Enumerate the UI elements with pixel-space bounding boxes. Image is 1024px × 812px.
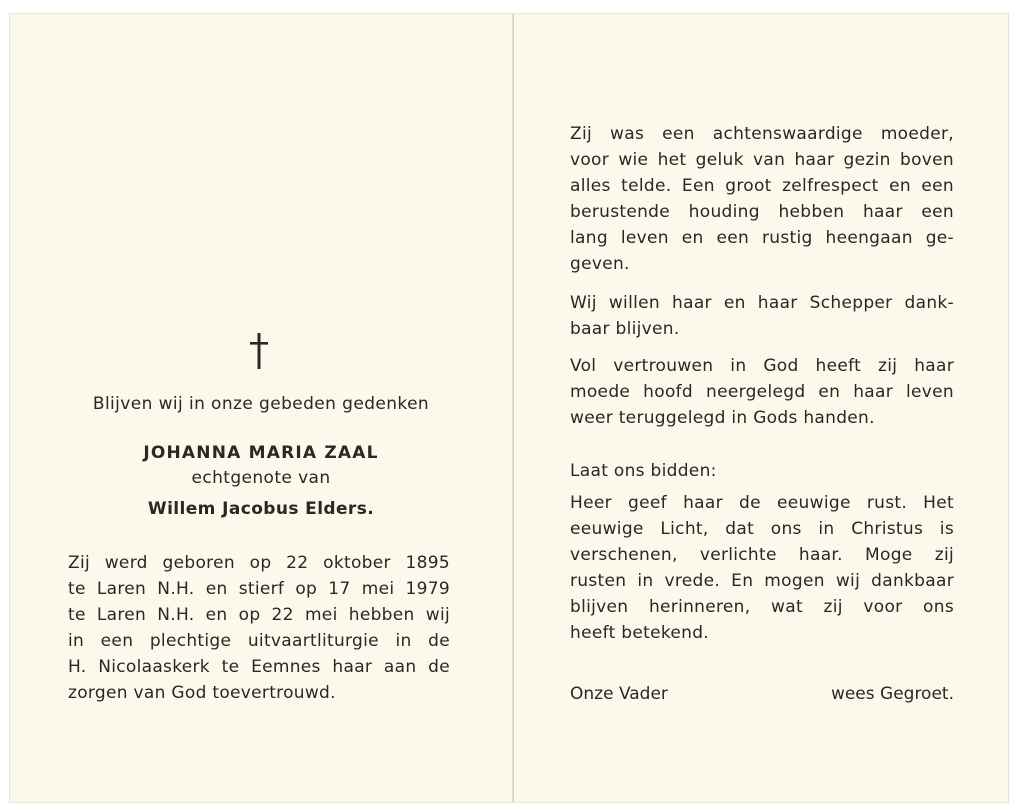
left-panel [10,14,512,802]
text-line: lang leven en een rustig heengaan ge- [570,228,954,248]
bio-line: zorgen van God toevertrouwd. [68,683,336,703]
text-line: berustende houding hebben haar een [570,202,954,222]
text-line: weer teruggelegd in Gods handen. [570,408,875,428]
prayer-text [570,490,954,646]
bio-line: in een plechtige uitvaartliturgie in de [68,631,450,651]
bio-line: Zij werd geboren op 22 oktober 1895 [68,553,450,573]
closing-left: Onze Vader [570,684,668,704]
text-line: geven. [570,254,630,274]
intro-line: Blijven wij in onze gebeden gedenken [92,394,430,414]
prayer-heading: Laat ons bidden: [570,461,717,481]
text-line: rusten in vrede. En mogen wij dankbaar [570,571,954,591]
biography [68,550,450,706]
closing-prayers [570,681,954,707]
text-line: Vol vertrouwen in God heeft zij haar [570,356,954,376]
text-line: baar blijven. [570,319,680,339]
deceased-name: JOHANNA MARIA ZAAL [143,443,379,463]
text-line: eeuwige Licht, dat ons in Christus is [570,519,954,539]
text-line: moede hoofd neergelegd en haar leven [570,382,954,402]
bio-line: te Laren N.H. en stierf op 17 mei 1979 [68,579,450,599]
cross-icon [245,331,273,371]
memorial-card [10,14,1008,802]
paragraph-trust [570,353,954,431]
relation-line: echtgenote van [191,468,331,488]
text-line: Heer geef haar de eeuwige rust. Het [570,493,954,513]
right-panel [514,14,1008,802]
bio-line: te Laren N.H. en op 22 mei hebben wij [68,605,450,625]
text-line: Zij was een achtenswaardige moeder, [570,124,954,144]
paragraph-gratitude [570,290,954,342]
text-line: heeft betekend. [570,623,709,643]
bio-line: H. Nicolaaskerk te Eemnes haar aan de [68,657,450,677]
text-line: voor wie het geluk van haar gezin boven [570,150,954,170]
text-line: Wij willen haar en haar Schepper dank- [570,293,954,313]
closing-right: wees Gegroet. [830,684,954,704]
text-line: alles telde. Een groot zelfrespect en een [570,176,954,196]
paragraph-tribute [570,121,954,277]
spouse-name: Willem Jacobus Elders. [147,499,375,519]
text-line: verschenen, verlichte haar. Moge zij [570,545,954,565]
text-line: blijven herinneren, wat zij voor ons [570,597,954,617]
